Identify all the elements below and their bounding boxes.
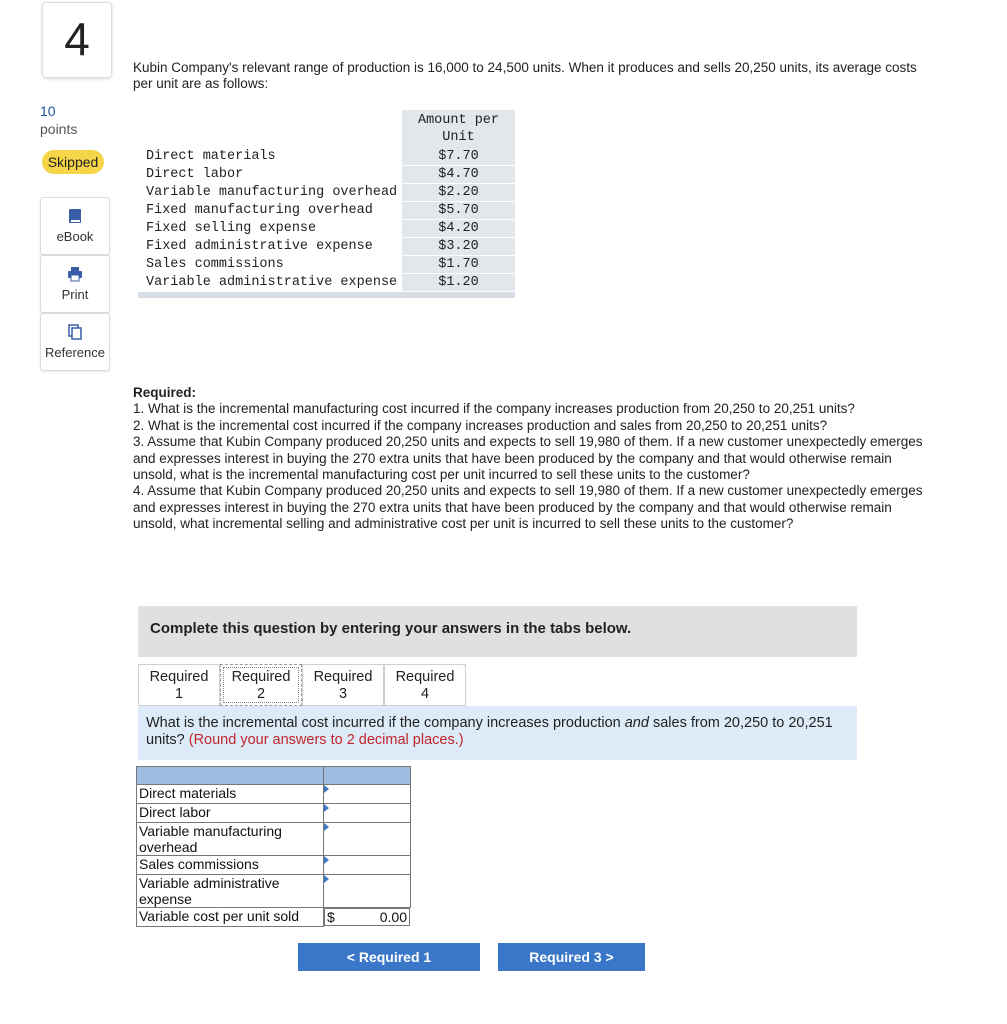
ebook-label: eBook — [56, 229, 94, 244]
required-item: 2. What is the incremental cost incurred if the company increases production and sales from 20,250 to 20,251 units? — [133, 417, 828, 433]
tab-required-2[interactable]: Required 2 — [220, 664, 302, 706]
answer-row: Direct materials — [137, 785, 411, 804]
required-section — [133, 385, 933, 533]
cost-row: Variable manufacturing overhead $2.20 — [138, 184, 515, 202]
sales-commissions-input[interactable] — [326, 856, 404, 874]
answer-row: Variable administrative expense — [137, 875, 411, 908]
variable-admin-expense-input[interactable] — [326, 875, 404, 893]
rounding-instruction: (Round your answers to 2 decimal places.) — [188, 732, 464, 748]
printer-icon — [67, 266, 83, 282]
question-prompt: What is the incremental cost incurred if the company increases production and sales from 20,250 to 20,251 units? (Round your answers to 2 decimal places.) — [138, 706, 857, 760]
problem-intro: Kubin Company's relevant range of production is 16,000 to 24,500 units. When it produces and sells 20,250 units, its average costs per unit are as follows: — [133, 60, 917, 91]
cost-row: Direct labor $4.70 — [138, 166, 515, 184]
cost-row: Variable administrative expense $1.20 — [138, 274, 515, 292]
answer-total-row — [137, 908, 411, 927]
print-button[interactable] — [40, 255, 110, 313]
tab-required-1[interactable]: Required 1 — [138, 664, 220, 706]
next-required-button[interactable]: Required 3 > — [498, 943, 645, 971]
cost-row: Sales commissions $1.70 — [138, 256, 515, 274]
answer-row: Variable manufacturing overhead — [137, 823, 411, 856]
reference-button[interactable] — [40, 313, 110, 371]
cost-row: Fixed manufacturing overhead $5.70 — [138, 202, 515, 220]
required-item: 4. Assume that Kubin Company produced 20,250 units and expects to sell 19,980 of them. If a new customer unexpectedly emerges and expresses interest in buying the 270 extra units that have been produced by the company and that would otherwise remain unsold, what incremental selling and administrative cost per unit is incurred to sell these units to the customer? — [133, 483, 923, 532]
instruction-banner: Complete this question by entering your answers in the tabs below. — [138, 606, 857, 657]
tab-required-3[interactable]: Required 3 — [302, 664, 384, 706]
status-badge: Skipped — [42, 150, 104, 174]
question-number: 4 — [42, 2, 112, 78]
cost-row: Direct materials $7.70 — [138, 148, 515, 166]
points-label: points — [40, 121, 78, 137]
total-currency: $ — [327, 909, 335, 925]
prev-required-button[interactable]: < Required 1 — [298, 943, 480, 971]
tab-required-4[interactable]: Required 4 — [384, 664, 466, 706]
direct-labor-input[interactable] — [326, 804, 404, 822]
direct-materials-input[interactable] — [326, 785, 404, 803]
print-label: Print — [61, 287, 89, 302]
copy-pages-icon — [68, 324, 82, 340]
required-item: 3. Assume that Kubin Company produced 20,250 units and expects to sell 19,980 of them. If a new customer unexpectedly emerges and expresses interest in buying the 270 extra units that have been produced by the company and that would otherwise remain unsold, what is the incremental manufacturing cost per unit incurred to sell these units to the customer? — [133, 434, 923, 483]
points-value: 10 — [40, 103, 56, 119]
answer-row: Direct labor — [137, 804, 411, 823]
cost-table-header: Amount per Unit — [402, 110, 515, 148]
answer-row: Sales commissions — [137, 856, 411, 875]
answer-table — [136, 766, 411, 927]
cost-row: Fixed administrative expense $3.20 — [138, 238, 515, 256]
variable-mfg-overhead-input[interactable] — [326, 823, 404, 841]
required-heading: Required: — [133, 385, 197, 400]
ebook-button[interactable] — [40, 197, 110, 255]
total-value: 0.00 — [379, 909, 407, 925]
required-item: 1. What is the incremental manufacturing cost incurred if the company increases production from 20,250 to 20,251 units? — [133, 401, 855, 417]
required-tabs — [138, 664, 466, 706]
cost-table — [138, 110, 515, 298]
book-icon — [68, 208, 82, 224]
cost-row: Fixed selling expense $4.20 — [138, 220, 515, 238]
total-label: Variable cost per unit sold — [137, 908, 324, 927]
reference-label: Reference — [45, 345, 105, 360]
